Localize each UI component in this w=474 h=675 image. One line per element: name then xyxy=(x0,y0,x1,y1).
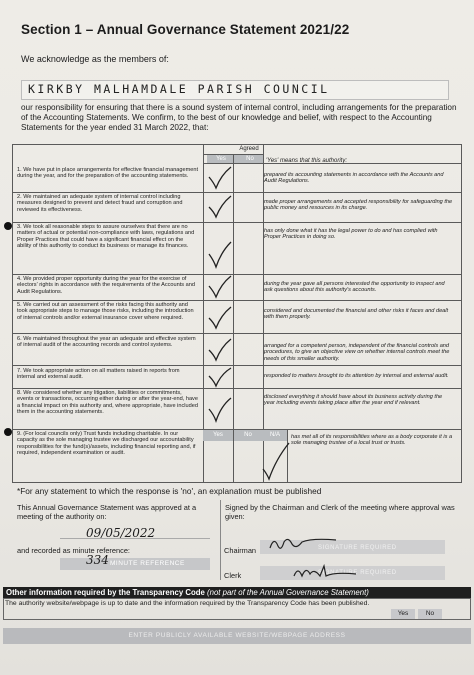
row-divider xyxy=(13,192,461,193)
agreed-header: Agreed xyxy=(239,146,259,152)
row-divider xyxy=(203,154,263,155)
responsibility-text: our responsibility for ensuring that there is a sound system of internal control, including arrangements for the preparation of the Accounting Statements. We confirm, to the best of our knowledge and belief, with respect to the Accounting Statements for the year ended 31 March 2022, that: xyxy=(21,103,457,132)
website-address-field[interactable]: ENTER PUBLICLY AVAILABLE WEBSITE/WEBPAGE ADDRESS xyxy=(3,628,471,644)
statement-7: 7. We took appropriate action on all matters raised in reports from internal and external audit. xyxy=(17,368,180,381)
meaning-9: has met all of its responsibilities where as a body corporate it is a sole managing trustee of a local trust or trusts. xyxy=(291,434,453,447)
tick-yes-7[interactable] xyxy=(207,366,233,388)
chairman-signature xyxy=(268,534,338,554)
tick-yes-4[interactable] xyxy=(207,274,233,300)
row-divider xyxy=(13,274,461,275)
trust-no-header: No xyxy=(244,432,252,438)
tick-yes-6[interactable] xyxy=(207,337,233,363)
meaning-4: during the year gave all persons interested the opportunity to inspect and ask questions about this authority's accounts. xyxy=(264,281,445,294)
tick-yes-3[interactable] xyxy=(207,240,233,270)
explanation-note: *For any statement to which the response is 'no', an explanation must be published xyxy=(17,486,322,496)
transparency-header xyxy=(3,587,471,598)
statement-4: 4. We provided proper opportunity during the year for the exercise of electors' rights in accordance with the requirements of the Accounts and Audit Regulations. xyxy=(17,276,195,295)
statement-2: 2. We maintained an adequate system of internal control including measures designed to prevent and detect fraud and corruption and reviewed its effectiveness. xyxy=(17,194,183,213)
council-name-value: KIRKBY MALHAMDALE PARISH COUNCIL xyxy=(28,82,330,96)
transparency-no-box[interactable]: No xyxy=(418,609,442,619)
meaning-1: prepared its accounting statements in accordance with the Accounts and Audit Regulations. xyxy=(264,172,444,185)
council-name-field[interactable] xyxy=(21,80,449,100)
clerk-signature xyxy=(290,562,360,582)
statement-9: 9. (For local councils only) Trust funds including charitable. In our capacity as the sole managing trustee we discharged our accountability responsibilities for the fund(s)/assets, including financial reporting and, if required, independent examination or audit. xyxy=(17,431,196,456)
no-header: No xyxy=(246,156,254,162)
chairman-signature-placeholder: SIGNATURE REQUIRED xyxy=(318,545,397,551)
trust-na-header: N/A xyxy=(269,432,280,438)
approval-divider xyxy=(220,500,221,580)
statement-5: 5. We carried out an assessment of the risks facing this authority and took appropriate steps to manage those risks, including the introduction of internal controls and/or external insurance cover where required. xyxy=(17,302,194,321)
transparency-text: The authority website/webpage is up to date and the information required by the Transparency Code has been published. xyxy=(5,600,370,607)
acknowledge-text: We acknowledge as the members of: xyxy=(21,54,169,64)
minute-reference-value: 334 xyxy=(86,553,109,567)
meaning-5: considered and documented the financial and other risks it faces and dealt with them properly. xyxy=(264,308,449,321)
transparency-yes-box[interactable]: Yes xyxy=(391,609,415,619)
punch-hole xyxy=(4,428,12,436)
approval-date[interactable]: 09/05/2022 xyxy=(86,526,156,540)
trust-yes-header: Yes xyxy=(213,432,223,438)
meaning-3: has only done what it has the legal power to do and has complied with Proper Practices in doing so. xyxy=(264,228,438,241)
tick-yes-5[interactable] xyxy=(207,305,233,331)
signatures-text: Signed by the Chairman and Clerk of the meeting where approval was given: xyxy=(225,503,455,521)
clerk-label: Clerk xyxy=(224,571,242,580)
punch-hole xyxy=(4,222,12,230)
section-title: Section 1 – Annual Governance Statement 2021/22 xyxy=(21,22,350,37)
row-divider xyxy=(13,300,461,301)
row-divider xyxy=(13,388,461,389)
tick-yes-1[interactable] xyxy=(207,165,233,191)
meaning-7: responded to matters brought to its attention by internal and external audit. xyxy=(264,373,449,379)
statement-8: 8. We considered whether any litigation, liabilities or commitments, events or transactions, occurring either during or after the year-end, have a financial impact on this authority and, where appropriate, have included them in the accounting statements. xyxy=(17,390,198,415)
tick-na-9[interactable] xyxy=(261,441,291,481)
row-divider xyxy=(13,222,461,223)
row-divider xyxy=(13,365,461,366)
approval-text: This Annual Governance Statement was approved at a meeting of the authority on: xyxy=(17,503,197,521)
means-header: 'Yes' means that this authority: xyxy=(266,158,347,164)
row-divider xyxy=(203,163,461,164)
statement-3: 3. We took all reasonable steps to assure ourselves that there are no matters of actual or potential non-compliance with laws, regulations and Proper Practices that could have a significant financial effect on the ability of this authority to conduct its business or manage its finances. xyxy=(17,224,195,249)
statement-1: 1. We have put in place arrangements for effective financial management during the year, and for the preparation of the accounting statements. xyxy=(17,167,199,180)
tick-yes-8[interactable] xyxy=(207,396,233,424)
transparency-subtitle: (not part of the Annual Governance Statement) xyxy=(207,588,369,597)
meaning-2: made proper arrangements and accepted responsibility for safeguarding the public money and resources in its charge. xyxy=(264,199,453,212)
meaning-6: arranged for a competent person, independent of the financial controls and procedures, to give an objective view on whether internal controls meet the needs of this smaller authority. xyxy=(264,343,450,362)
statement-6: 6. We maintained throughout the year an adequate and effective system of internal audit of the accounting records and control systems. xyxy=(17,336,196,349)
tick-yes-2[interactable] xyxy=(207,194,233,220)
minute-reference-placeholder: MINUTE REFERENCE xyxy=(110,560,185,567)
clerk-signature-placeholder: SIGNATURE REQUIRED xyxy=(318,570,397,576)
row-divider xyxy=(13,333,461,334)
transparency-title: Other information required by the Transparency Code xyxy=(6,588,205,597)
chairman-label: Chairman xyxy=(224,546,257,555)
meaning-8: disclosed everything it should have about its business activity during the year including events taking place after the year end if relevant. xyxy=(264,394,443,407)
minute-label: and recorded as minute reference: xyxy=(17,546,130,555)
governance-table xyxy=(12,144,462,483)
yes-header: Yes xyxy=(216,156,226,162)
